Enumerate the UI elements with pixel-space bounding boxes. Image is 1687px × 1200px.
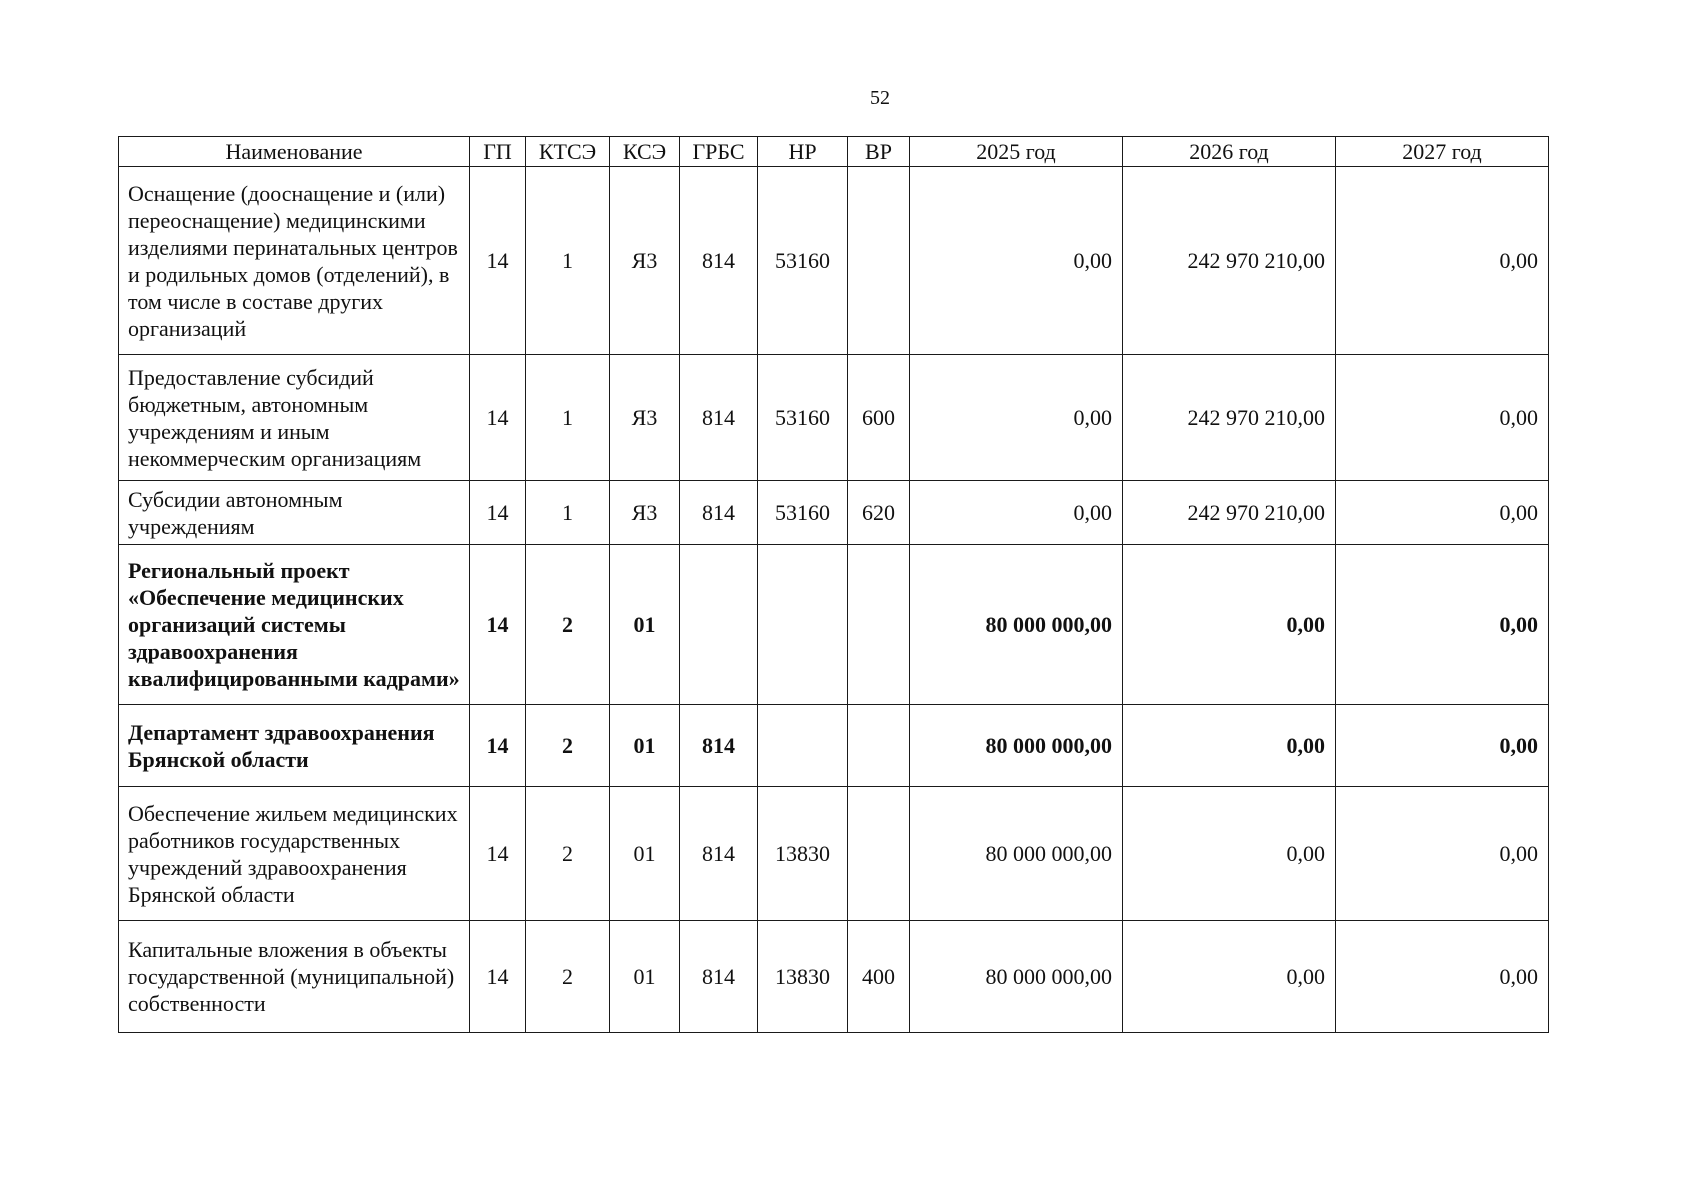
row-2027: 0,00 bbox=[1336, 921, 1549, 1033]
row-nr bbox=[758, 705, 848, 787]
row-name: Предоставление субсидий бюджетным, автономным учреждениям и иным некоммерческим организациям bbox=[119, 355, 470, 481]
row-grbs: 814 bbox=[680, 705, 758, 787]
row-vr bbox=[848, 705, 910, 787]
header-2025: 2025 год bbox=[910, 137, 1123, 167]
row-grbs: 814 bbox=[680, 921, 758, 1033]
row-ktse: 2 bbox=[526, 705, 610, 787]
row-gp: 14 bbox=[470, 167, 526, 355]
header-2027: 2027 год bbox=[1336, 137, 1549, 167]
row-name: Департамент здравоохранения Брянской области bbox=[119, 705, 470, 787]
row-2027: 0,00 bbox=[1336, 481, 1549, 545]
row-2025: 80 000 000,00 bbox=[910, 705, 1123, 787]
row-2026: 242 970 210,00 bbox=[1123, 481, 1336, 545]
row-ktse: 1 bbox=[526, 355, 610, 481]
row-ktse: 2 bbox=[526, 787, 610, 921]
table-row bbox=[119, 545, 1549, 705]
row-ktse: 2 bbox=[526, 545, 610, 705]
row-2025: 80 000 000,00 bbox=[910, 921, 1123, 1033]
row-2027: 0,00 bbox=[1336, 545, 1549, 705]
row-name: Субсидии автономным учреждениям bbox=[119, 481, 470, 545]
row-2026: 0,00 bbox=[1123, 921, 1336, 1033]
header-grbs: ГРБС bbox=[680, 137, 758, 167]
row-vr bbox=[848, 787, 910, 921]
row-nr: 13830 bbox=[758, 921, 848, 1033]
row-kse: Я3 bbox=[610, 167, 680, 355]
row-2027: 0,00 bbox=[1336, 355, 1549, 481]
table-row bbox=[119, 705, 1549, 787]
row-name: Капитальные вложения в объекты государственной (муниципальной) собственности bbox=[119, 921, 470, 1033]
row-nr bbox=[758, 545, 848, 705]
table-header-row bbox=[119, 137, 1549, 167]
row-ktse: 1 bbox=[526, 481, 610, 545]
row-vr: 620 bbox=[848, 481, 910, 545]
header-gp: ГП bbox=[470, 137, 526, 167]
row-kse: 01 bbox=[610, 545, 680, 705]
row-2025: 80 000 000,00 bbox=[910, 545, 1123, 705]
row-grbs: 814 bbox=[680, 481, 758, 545]
row-gp: 14 bbox=[470, 705, 526, 787]
row-2027: 0,00 bbox=[1336, 167, 1549, 355]
row-2026: 242 970 210,00 bbox=[1123, 167, 1336, 355]
row-ktse: 1 bbox=[526, 167, 610, 355]
row-grbs: 814 bbox=[680, 355, 758, 481]
header-name: Наименование bbox=[119, 137, 470, 167]
row-2025: 0,00 bbox=[910, 355, 1123, 481]
row-grbs bbox=[680, 545, 758, 705]
table-row bbox=[119, 481, 1549, 545]
row-nr: 53160 bbox=[758, 355, 848, 481]
table-row bbox=[119, 355, 1549, 481]
row-2026: 242 970 210,00 bbox=[1123, 355, 1336, 481]
header-ktse: КТСЭ bbox=[526, 137, 610, 167]
row-2025: 80 000 000,00 bbox=[910, 787, 1123, 921]
table-row bbox=[119, 787, 1549, 921]
row-vr bbox=[848, 545, 910, 705]
row-name: Обеспечение жильем медицинских работников государственных учреждений здравоохранения Брянской области bbox=[119, 787, 470, 921]
row-gp: 14 bbox=[470, 355, 526, 481]
header-2026: 2026 год bbox=[1123, 137, 1336, 167]
row-2026: 0,00 bbox=[1123, 705, 1336, 787]
row-name: Оснащение (дооснащение и (или) переоснащение) медицинскими изделиями перинатальных центров и родильных домов (отделений), в том числе в составе других организаций bbox=[119, 167, 470, 355]
row-2027: 0,00 bbox=[1336, 705, 1549, 787]
row-gp: 14 bbox=[470, 545, 526, 705]
row-2026: 0,00 bbox=[1123, 787, 1336, 921]
row-vr bbox=[848, 167, 910, 355]
header-vr: ВР bbox=[848, 137, 910, 167]
row-nr: 13830 bbox=[758, 787, 848, 921]
row-gp: 14 bbox=[470, 481, 526, 545]
row-kse: 01 bbox=[610, 705, 680, 787]
row-name: Региональный проект «Обеспечение медицинских организаций системы здравоохранения квалифицированными кадрами» bbox=[119, 545, 470, 705]
row-gp: 14 bbox=[470, 921, 526, 1033]
row-vr: 600 bbox=[848, 355, 910, 481]
row-2026: 0,00 bbox=[1123, 545, 1336, 705]
page-number: 52 bbox=[870, 87, 890, 109]
row-ktse: 2 bbox=[526, 921, 610, 1033]
row-2025: 0,00 bbox=[910, 167, 1123, 355]
row-kse: Я3 bbox=[610, 355, 680, 481]
row-2027: 0,00 bbox=[1336, 787, 1549, 921]
header-kse: КСЭ bbox=[610, 137, 680, 167]
header-nr: НР bbox=[758, 137, 848, 167]
row-kse: 01 bbox=[610, 787, 680, 921]
row-gp: 14 bbox=[470, 787, 526, 921]
row-kse: 01 bbox=[610, 921, 680, 1033]
row-nr: 53160 bbox=[758, 481, 848, 545]
row-kse: Я3 bbox=[610, 481, 680, 545]
table-row bbox=[119, 921, 1549, 1033]
row-nr: 53160 bbox=[758, 167, 848, 355]
row-grbs: 814 bbox=[680, 167, 758, 355]
row-grbs: 814 bbox=[680, 787, 758, 921]
row-vr: 400 bbox=[848, 921, 910, 1033]
budget-table bbox=[118, 136, 1549, 1033]
table-row bbox=[119, 167, 1549, 355]
row-2025: 0,00 bbox=[910, 481, 1123, 545]
